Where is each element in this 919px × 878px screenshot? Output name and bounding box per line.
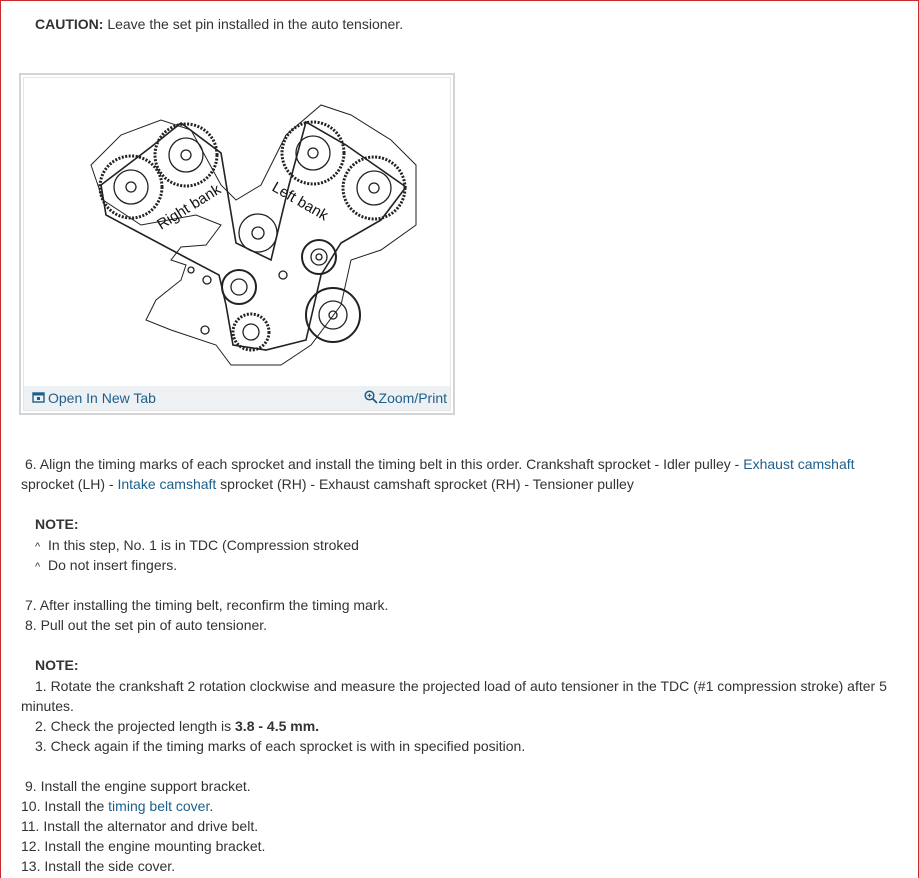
exhaust-camshaft-link[interactable]: Exhaust camshaft (743, 456, 855, 472)
bullet-caret: ^ (35, 561, 41, 573)
left-exhaust-cam-outer (343, 157, 405, 219)
zoom-print-button[interactable] (364, 389, 447, 408)
intake-camshaft-link[interactable]: Intake camshaft (117, 476, 217, 492)
note-1-item-1 (35, 535, 359, 557)
note-2-item-3: 3. Check again if the timing marks of each sprocket is with in specified position. (35, 738, 526, 754)
figure-toolbar (24, 386, 450, 410)
right-exhaust-cam-outer (100, 156, 162, 218)
step-8: 8. Pull out the set pin of auto tensioner. (25, 617, 268, 633)
step-6-text-a: Align the timing marks of each sprocket and install the timing belt in this order. Crankshaft sprocket - Idler pulley - (36, 456, 744, 472)
step-7: 7. After installing the timing belt, reconfirm the timing mark. (25, 597, 389, 613)
engine-outline (91, 105, 416, 365)
zoom-print-label: Zoom/Print (378, 390, 447, 406)
right-intake-cam-outer (155, 124, 217, 186)
step-13: 13. Install the side cover. (21, 858, 176, 874)
left-exhaust-cam-inner (357, 171, 391, 205)
note-2-item-2 (35, 716, 319, 736)
bullet-caret: ^ (35, 541, 41, 553)
note-1-item-1-text: In this step, No. 1 is in TDC (Compression stroked (48, 537, 359, 553)
note-2-item-1a: 1. Rotate the crankshaft 2 rotation clockwise and measure the projected load of auto tensioner in the TDC (#1 compression stroke) after 5 (35, 678, 887, 694)
note-2-heading: NOTE: (35, 657, 79, 673)
open-in-new-tab-label: Open In New Tab (48, 390, 156, 406)
upper-idler-pulley (302, 240, 336, 274)
projected-length-value: 3.8 - 4.5 mm. (235, 718, 320, 734)
step-10-text-b: . (209, 798, 214, 814)
caution-line (35, 14, 403, 34)
right-intake-cam-inner (169, 138, 203, 172)
right-bank-label: Right bank (154, 180, 224, 234)
note-1-label (35, 514, 79, 534)
step-10-text-a: 10. Install the (21, 798, 109, 814)
caution-label: CAUTION: (35, 16, 104, 32)
step-9: 9. Install the engine support bracket. (25, 778, 251, 794)
right-exhaust-cam-inner (114, 170, 148, 204)
timing-belt-cover-link[interactable]: timing belt cover (108, 798, 210, 814)
crank-sprocket (233, 314, 269, 350)
left-idler-pulley (222, 270, 256, 304)
step-12: 12. Install the engine mounting bracket. (21, 838, 266, 854)
center-pulley (239, 214, 277, 252)
step-6-text-c: sprocket (RH) - Exhaust camshaft sprocket (RH) - Tensioner pulley (216, 476, 634, 492)
timing-belt-figure (19, 73, 455, 415)
step-6-text-b: sprocket (LH) - (21, 476, 118, 492)
note-2-item-2-text: 2. Check the projected length is (35, 718, 236, 734)
open-in-new-tab-button[interactable] (32, 389, 156, 408)
step-11: 11. Install the alternator and drive belt. (21, 818, 259, 834)
note-2-item-1b: minutes. (21, 698, 74, 714)
timing-belt-diagram (21, 75, 453, 387)
step-6-number: 6. (25, 456, 37, 472)
caution-text: Leave the set pin installed in the auto tensioner. (103, 16, 404, 32)
step-6-line2 (21, 474, 634, 494)
note-2-label (35, 655, 79, 675)
step-10 (21, 796, 213, 816)
left-bank-label: Left bank (269, 178, 331, 225)
note-1-heading: NOTE: (35, 516, 79, 532)
zoom-icon (364, 390, 378, 408)
note-1-item-2-text: Do not insert fingers. (48, 557, 178, 573)
step-6-line1 (25, 454, 855, 474)
open-tab-icon (32, 390, 45, 408)
note-1-item-2 (35, 555, 177, 577)
